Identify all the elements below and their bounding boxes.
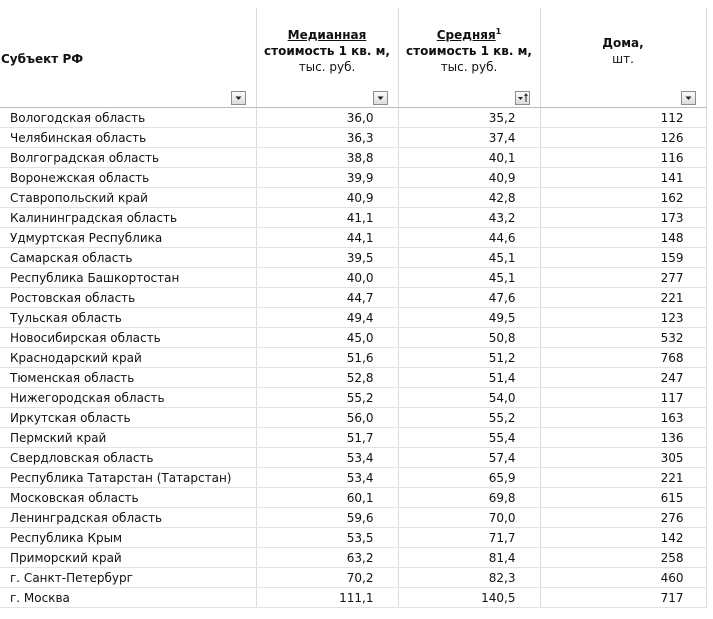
cell-houses[interactable]: 615 bbox=[540, 488, 706, 508]
cell-median[interactable]: 111,1 bbox=[256, 588, 398, 608]
cell-region[interactable]: Приморский край bbox=[0, 548, 256, 568]
filter-button-average[interactable] bbox=[515, 91, 530, 105]
sort-filter-icon bbox=[516, 92, 529, 104]
cell-houses[interactable]: 136 bbox=[540, 428, 706, 448]
table-row bbox=[0, 308, 706, 328]
cell-average[interactable]: 45,1 bbox=[398, 248, 540, 268]
cell-median[interactable]: 39,9 bbox=[256, 168, 398, 188]
cell-region[interactable]: Республика Татарстан (Татарстан) bbox=[0, 468, 256, 488]
cell-median[interactable]: 44,1 bbox=[256, 228, 398, 248]
cell-median[interactable]: 70,2 bbox=[256, 568, 398, 588]
cell-median[interactable]: 38,8 bbox=[256, 148, 398, 168]
table-row bbox=[0, 388, 706, 408]
cell-houses[interactable]: 162 bbox=[540, 188, 706, 208]
cell-houses[interactable]: 247 bbox=[540, 368, 706, 388]
cell-median[interactable]: 59,6 bbox=[256, 508, 398, 528]
cell-houses[interactable]: 768 bbox=[540, 348, 706, 368]
table-row bbox=[0, 248, 706, 268]
cell-houses[interactable]: 159 bbox=[540, 248, 706, 268]
table-row bbox=[0, 268, 706, 288]
cell-median[interactable]: 51,6 bbox=[256, 348, 398, 368]
table-row bbox=[0, 548, 706, 568]
header-average-line3: тыс. руб. bbox=[440, 59, 498, 74]
cell-average[interactable]: 40,9 bbox=[398, 168, 540, 188]
cell-median[interactable]: 44,7 bbox=[256, 288, 398, 308]
header-average bbox=[398, 8, 540, 108]
table-row bbox=[0, 128, 706, 148]
table-row bbox=[0, 488, 706, 508]
header-median bbox=[256, 8, 398, 108]
data-table bbox=[0, 8, 707, 608]
cell-average[interactable]: 45,1 bbox=[398, 268, 540, 288]
cell-median[interactable]: 56,0 bbox=[256, 408, 398, 428]
cell-average[interactable]: 55,4 bbox=[398, 428, 540, 448]
cell-region[interactable]: Пермский край bbox=[0, 428, 256, 448]
cell-median[interactable]: 53,5 bbox=[256, 528, 398, 548]
header-median-line1: Медианная bbox=[287, 27, 367, 42]
header-houses-line2: шт. bbox=[612, 51, 634, 66]
table-row bbox=[0, 408, 706, 428]
header-region bbox=[0, 8, 256, 108]
filter-button-houses[interactable] bbox=[681, 91, 696, 105]
cell-houses[interactable]: 460 bbox=[540, 568, 706, 588]
cell-median[interactable]: 53,4 bbox=[256, 468, 398, 488]
filter-button-region[interactable] bbox=[231, 91, 246, 105]
cell-region[interactable]: Ростовская область bbox=[0, 288, 256, 308]
cell-average[interactable]: 71,7 bbox=[398, 528, 540, 548]
cell-region[interactable]: Челябинская область bbox=[0, 128, 256, 148]
cell-houses[interactable]: 258 bbox=[540, 548, 706, 568]
dropdown-icon bbox=[374, 92, 387, 104]
cell-houses[interactable]: 142 bbox=[540, 528, 706, 548]
cell-houses[interactable]: 163 bbox=[540, 408, 706, 428]
cell-region[interactable]: Ставропольский край bbox=[0, 188, 256, 208]
cell-average[interactable]: 140,5 bbox=[398, 588, 540, 608]
cell-houses[interactable]: 277 bbox=[540, 268, 706, 288]
header-median-text bbox=[257, 27, 398, 89]
dropdown-icon bbox=[232, 92, 245, 104]
cell-average[interactable]: 51,2 bbox=[398, 348, 540, 368]
cell-houses[interactable]: 148 bbox=[540, 228, 706, 248]
cell-houses[interactable]: 112 bbox=[540, 108, 706, 128]
cell-houses[interactable]: 117 bbox=[540, 388, 706, 408]
cell-region[interactable]: Иркутская область bbox=[0, 408, 256, 428]
cell-region[interactable]: г. Москва bbox=[0, 588, 256, 608]
header-row bbox=[0, 8, 706, 108]
header-average-line1: Средняя bbox=[436, 27, 496, 42]
cell-average[interactable]: 70,0 bbox=[398, 508, 540, 528]
table-row bbox=[0, 468, 706, 488]
table-row bbox=[0, 568, 706, 588]
table-header bbox=[0, 8, 706, 108]
header-houses bbox=[540, 8, 706, 108]
cell-region[interactable]: Московская область bbox=[0, 488, 256, 508]
cell-houses[interactable]: 123 bbox=[540, 308, 706, 328]
cell-region[interactable]: Самарская область bbox=[0, 248, 256, 268]
cell-average[interactable]: 43,2 bbox=[398, 208, 540, 228]
table-row bbox=[0, 588, 706, 608]
cell-median[interactable]: 45,0 bbox=[256, 328, 398, 348]
header-average-line2: стоимость 1 кв. м, bbox=[406, 43, 532, 58]
cell-median[interactable]: 53,4 bbox=[256, 448, 398, 468]
cell-average[interactable]: 42,8 bbox=[398, 188, 540, 208]
cell-median[interactable]: 36,0 bbox=[256, 108, 398, 128]
cell-region[interactable]: Тульская область bbox=[0, 308, 256, 328]
table-row bbox=[0, 168, 706, 188]
header-average-line1-wrap bbox=[399, 27, 540, 43]
cell-median[interactable]: 52,8 bbox=[256, 368, 398, 388]
cell-average[interactable]: 40,1 bbox=[398, 148, 540, 168]
filter-button-median[interactable] bbox=[373, 91, 388, 105]
cell-average[interactable]: 47,6 bbox=[398, 288, 540, 308]
cell-median[interactable]: 51,7 bbox=[256, 428, 398, 448]
table-row bbox=[0, 228, 706, 248]
cell-houses[interactable]: 305 bbox=[540, 448, 706, 468]
dropdown-icon bbox=[682, 92, 695, 104]
cell-region[interactable]: Вологодская область bbox=[0, 108, 256, 128]
cell-region[interactable]: г. Санкт-Петербург bbox=[0, 568, 256, 588]
cell-region[interactable]: Тюменская область bbox=[0, 368, 256, 388]
cell-region[interactable]: Калининградская область bbox=[0, 208, 256, 228]
header-median-line3: тыс. руб. bbox=[298, 59, 356, 74]
cell-region[interactable]: Удмуртская Республика bbox=[0, 228, 256, 248]
cell-houses[interactable]: 221 bbox=[540, 468, 706, 488]
cell-average[interactable]: 49,5 bbox=[398, 308, 540, 328]
header-median-line2: стоимость 1 кв. м, bbox=[264, 43, 390, 58]
table-row bbox=[0, 288, 706, 308]
cell-average[interactable]: 81,4 bbox=[398, 548, 540, 568]
table-row bbox=[0, 508, 706, 528]
table-row bbox=[0, 428, 706, 448]
table-row bbox=[0, 528, 706, 548]
header-average-footnote: 1 bbox=[495, 26, 502, 36]
cell-region[interactable]: Нижегородская область bbox=[0, 388, 256, 408]
cell-houses[interactable]: 126 bbox=[540, 128, 706, 148]
header-average-text bbox=[399, 27, 540, 89]
table-row bbox=[0, 368, 706, 388]
cell-houses[interactable]: 173 bbox=[540, 208, 706, 228]
cell-region[interactable]: Воронежская область bbox=[0, 168, 256, 188]
cell-region[interactable]: Краснодарский край bbox=[0, 348, 256, 368]
cell-region[interactable]: Новосибирская область bbox=[0, 328, 256, 348]
cell-average[interactable]: 55,2 bbox=[398, 408, 540, 428]
cell-average[interactable]: 69,8 bbox=[398, 488, 540, 508]
header-houses-line1: Дома, bbox=[602, 35, 644, 50]
cell-median[interactable]: 36,3 bbox=[256, 128, 398, 148]
cell-average[interactable]: 44,6 bbox=[398, 228, 540, 248]
cell-region[interactable]: Свердловская область bbox=[0, 448, 256, 468]
cell-median[interactable]: 60,1 bbox=[256, 488, 398, 508]
cell-houses[interactable]: 276 bbox=[540, 508, 706, 528]
table-row bbox=[0, 108, 706, 128]
table-row bbox=[0, 448, 706, 468]
cell-region[interactable]: Республика Башкортостан bbox=[0, 268, 256, 288]
cell-region[interactable]: Республика Крым bbox=[0, 528, 256, 548]
table-row bbox=[0, 328, 706, 348]
cell-median[interactable]: 40,0 bbox=[256, 268, 398, 288]
table-body bbox=[0, 108, 706, 608]
cell-average[interactable]: 35,2 bbox=[398, 108, 540, 128]
cell-average[interactable]: 82,3 bbox=[398, 568, 540, 588]
cell-average[interactable]: 37,4 bbox=[398, 128, 540, 148]
header-region-label: Субъект РФ bbox=[1, 52, 84, 66]
table-row bbox=[0, 148, 706, 168]
cell-houses[interactable]: 717 bbox=[540, 588, 706, 608]
cell-houses[interactable]: 532 bbox=[540, 328, 706, 348]
cell-average[interactable]: 51,4 bbox=[398, 368, 540, 388]
cell-houses[interactable]: 116 bbox=[540, 148, 706, 168]
table-row bbox=[0, 348, 706, 368]
cell-median[interactable]: 41,1 bbox=[256, 208, 398, 228]
cell-median[interactable]: 63,2 bbox=[256, 548, 398, 568]
table-row bbox=[0, 208, 706, 228]
cell-region[interactable]: Ленинградская область bbox=[0, 508, 256, 528]
table-row bbox=[0, 188, 706, 208]
cell-average[interactable]: 54,0 bbox=[398, 388, 540, 408]
cell-region[interactable]: Волгоградская область bbox=[0, 148, 256, 168]
cell-median[interactable]: 40,9 bbox=[256, 188, 398, 208]
cell-median[interactable]: 55,2 bbox=[256, 388, 398, 408]
cell-median[interactable]: 39,5 bbox=[256, 248, 398, 268]
cell-average[interactable]: 65,9 bbox=[398, 468, 540, 488]
cell-houses[interactable]: 141 bbox=[540, 168, 706, 188]
header-houses-text bbox=[541, 35, 706, 81]
cell-average[interactable]: 50,8 bbox=[398, 328, 540, 348]
cell-houses[interactable]: 221 bbox=[540, 288, 706, 308]
cell-median[interactable]: 49,4 bbox=[256, 308, 398, 328]
cell-average[interactable]: 57,4 bbox=[398, 448, 540, 468]
